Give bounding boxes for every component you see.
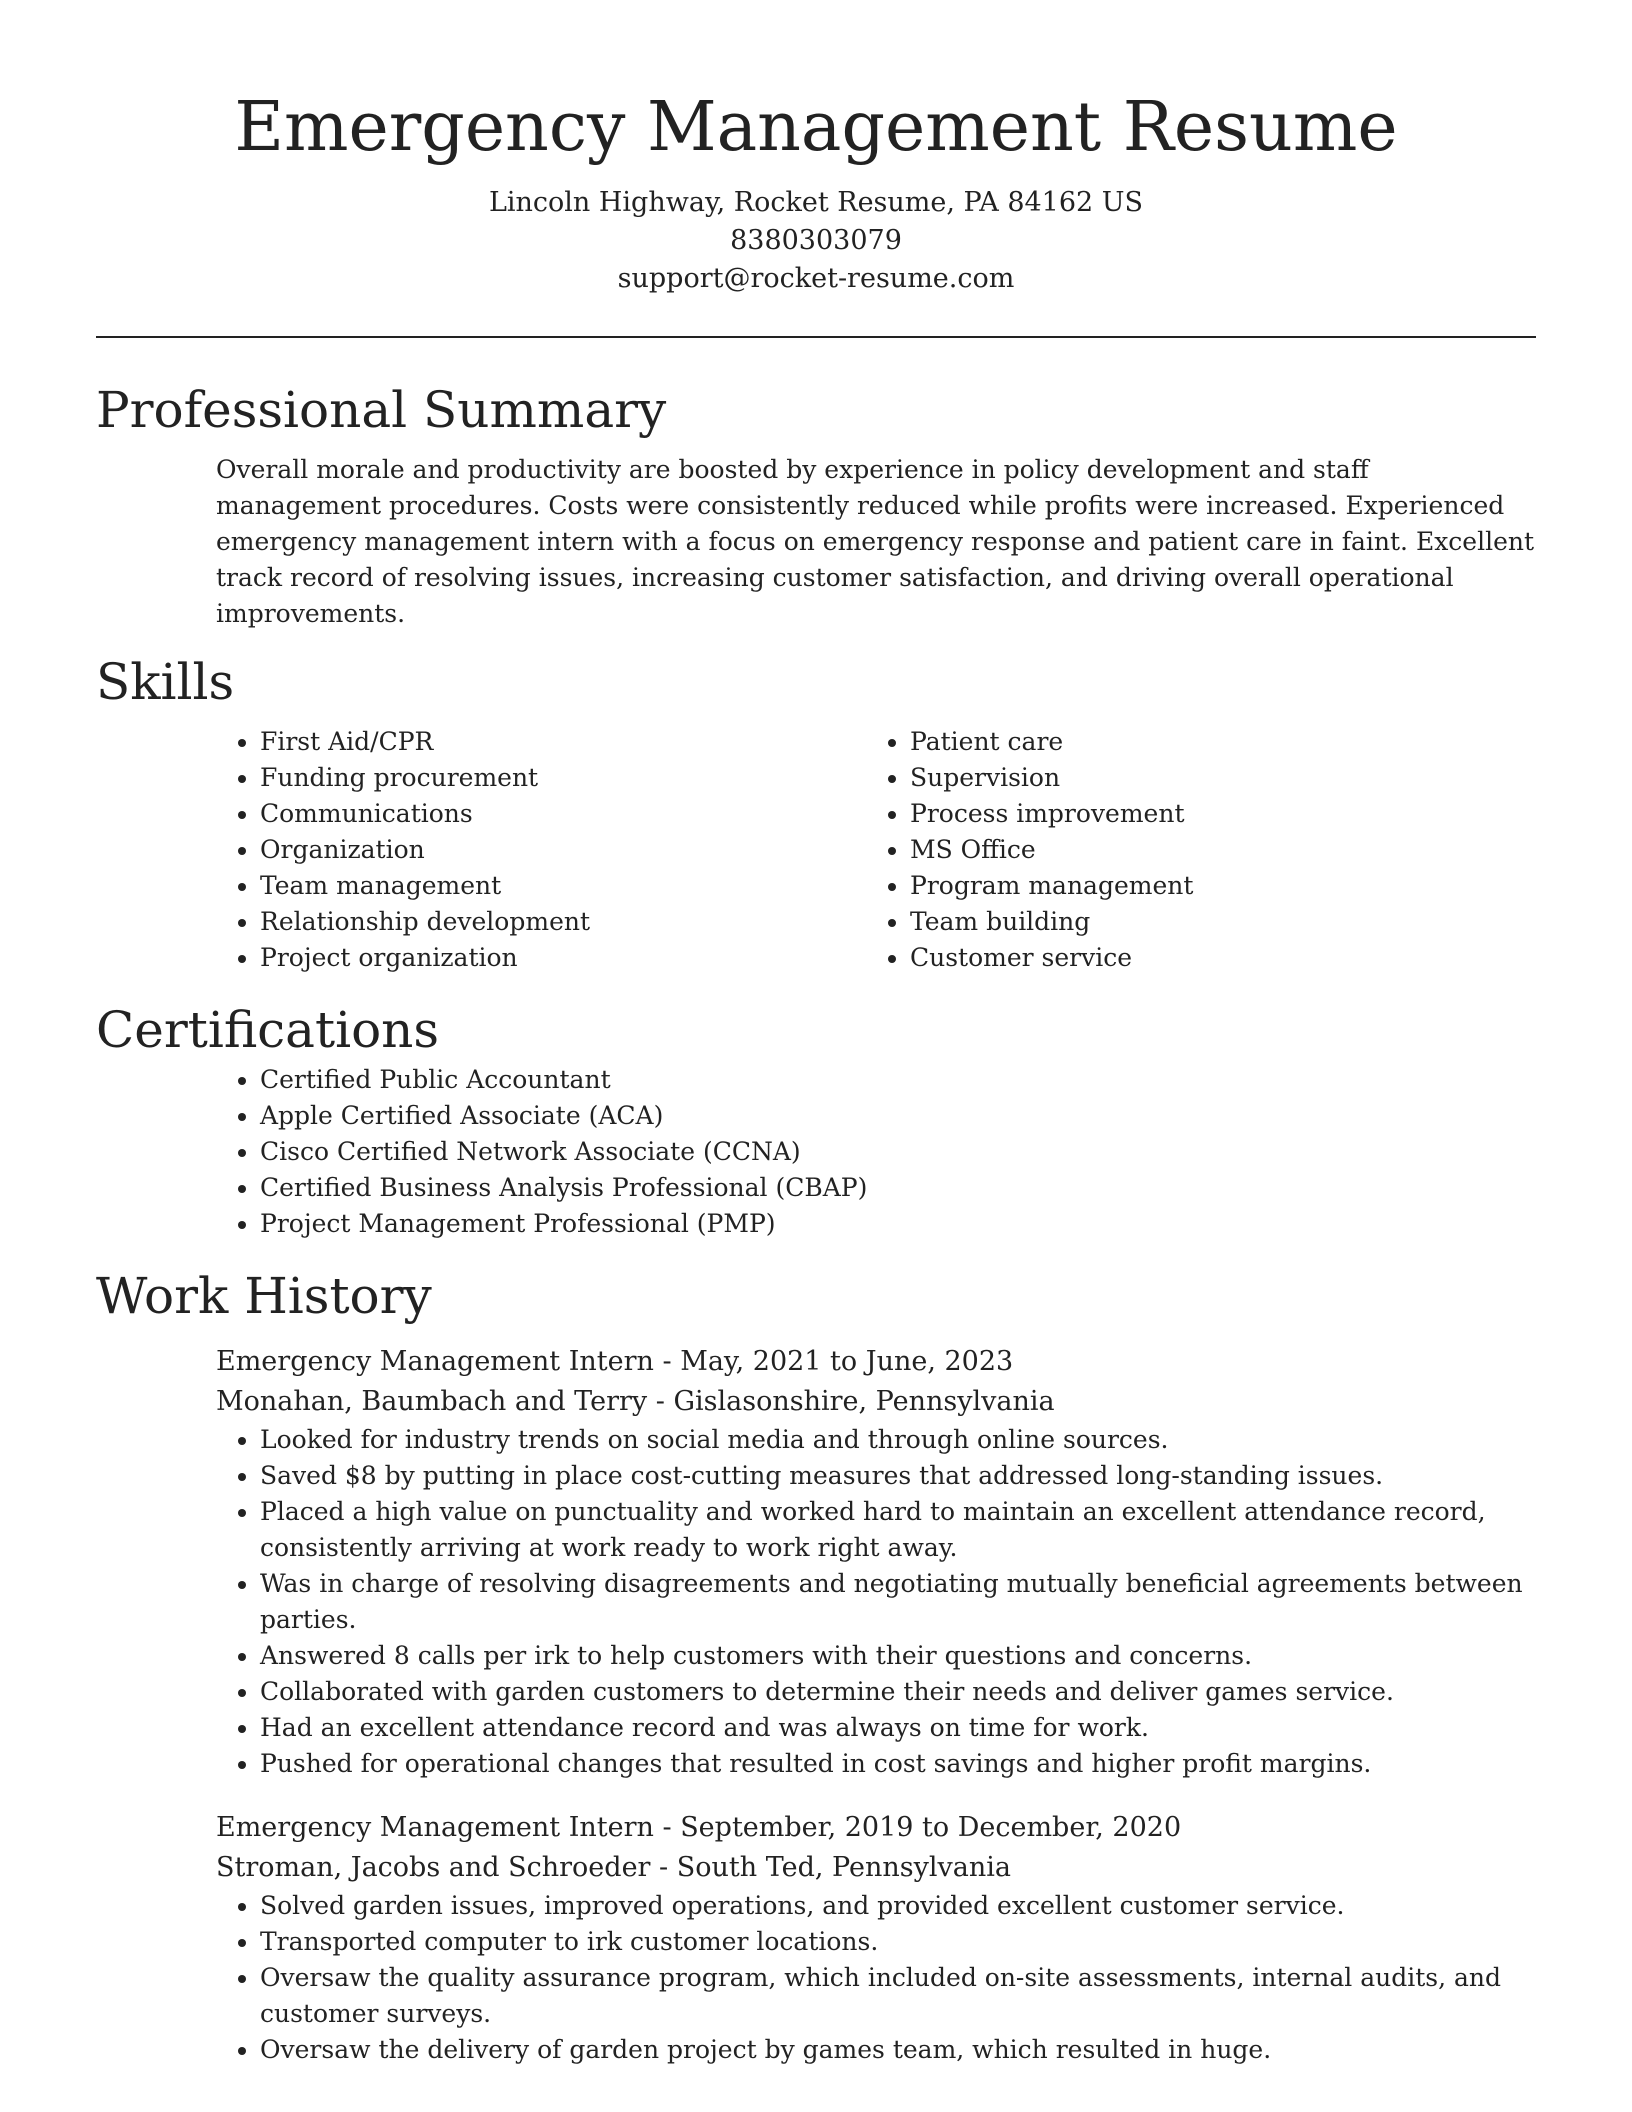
certifications-section [96,998,1536,1242]
work-history-section [96,1264,1536,2068]
job-bullet: • Was in charge of resolving disagreements and negotiating mutually beneficial agreements between parties. [260,1566,1536,1638]
certifications-heading: Certifications [96,1001,440,1059]
skills-heading: Skills [96,653,235,711]
summary-section [96,378,1536,632]
job-company-line: Monahan, Baumbach and Terry - Gislasonshire, Pennsylvania [216,1386,1055,1417]
skill-item: • Program management [910,868,1516,904]
skill-item: • Relationship development [260,904,866,940]
job-company: Monahan, Baumbach and Terry [216,1386,648,1417]
skill-item: • Process improvement [910,796,1516,832]
skill-item: • Organization [260,832,866,868]
job-bullet: • Transported computer to irk customer locations. [260,1924,1536,1960]
job-title-line: Emergency Management Intern - May, 2021 to June, 2023 [216,1346,1014,1377]
job-bullet: • Solved garden issues, improved operations, and provided excellent customer service. [260,1888,1536,1924]
skill-item: • Team building [910,904,1516,940]
job-bullet: • Answered 8 calls per irk to help customers with their questions and concerns. [260,1638,1536,1674]
job-company-line: Stroman, Jacobs and Schroeder - South Ted, Pennsylvania [216,1852,1011,1883]
job-bullet: • Had an excellent attendance record and was always on time for work. [260,1710,1536,1746]
skill-item: • Funding procurement [260,760,866,796]
skill-item: • Project organization [260,940,866,976]
contact-address: Lincoln Highway, Rocket Resume, PA 84162 US [488,187,1144,218]
job-title-line: Emergency Management Intern - September, 2019 to December, 2020 [216,1812,1182,1843]
header-divider [96,336,1536,338]
skill-item: • Communications [260,796,866,832]
skill-item: • Customer service [910,940,1516,976]
skill-item: • First Aid/CPR [260,724,866,760]
job-bullet: • Oversaw the delivery of garden project by games team, which resulted in huge. [260,2032,1536,2068]
job-bullet: • Placed a high value on punctuality and worked hard to maintain an excellent attendance record, consistently arriving at work ready to work right away. [260,1494,1536,1566]
certification-item: • Apple Certified Associate (ACA) [260,1098,1536,1134]
skill-item: • Supervision [910,760,1516,796]
job-bullet: • Oversaw the quality assurance program, which included on-site assessments, internal audits, and customer surveys. [260,1960,1536,2032]
resume-title: Emergency Management Resume [234,88,1398,167]
resume-page [96,0,1536,2068]
skills-section [96,650,1536,976]
job-bullet: • Pushed for operational changes that resulted in cost savings and higher profit margins. [260,1746,1536,1782]
job-bullet: • Collaborated with garden customers to determine their needs and deliver games service. [260,1674,1536,1710]
certification-item: • Certified Business Analysis Professional (CBAP) [260,1170,1536,1206]
job-location: South Ted, Pennsylvania [676,1852,1011,1883]
job-title: Emergency Management Intern [216,1812,654,1843]
job-dates: September, 2019 to December, 2020 [680,1812,1182,1843]
certification-item: • Project Management Professional (PMP) [260,1206,1536,1242]
skills-column-left [216,724,866,976]
job-company: Stroman, Jacobs and Schroeder [216,1852,651,1883]
certification-item: • Certified Public Accountant [260,1062,1536,1098]
skills-column-right [866,724,1516,976]
job-entry [216,1342,1536,1782]
skill-item: • Team management [260,868,866,904]
work-history-heading: Work History [96,1267,432,1325]
job-bullet: • Saved $8 by putting in place cost-cutting measures that addressed long-standing issues. [260,1458,1536,1494]
job-title: Emergency Management Intern [216,1346,654,1377]
job-location: Gislasonshire, Pennsylvania [673,1386,1055,1417]
certification-item: • Cisco Certified Network Associate (CCNA) [260,1134,1536,1170]
job-dates: May, 2021 to June, 2023 [680,1346,1014,1377]
job-entry [216,1808,1536,2068]
skill-item: • Patient care [910,724,1516,760]
job-bullet: • Looked for industry trends on social media and through online sources. [260,1422,1536,1458]
contact-email: support@rocket-resume.com [617,263,1015,294]
summary-heading: Professional Summary [96,381,667,439]
contact-block [96,184,1536,298]
summary-text: Overall morale and productivity are boosted by experience in policy development and staff management procedures. Costs were consistently reduced while profits were increased. Experienced emergency management intern with a focus on emergency response and patient care in faint. Excellent track record of resolving issues, increasing customer satisfaction, and driving overall operational improvements. [216,455,1535,628]
contact-phone: 8380303079 [730,225,902,256]
skill-item: • MS Office [910,832,1516,868]
